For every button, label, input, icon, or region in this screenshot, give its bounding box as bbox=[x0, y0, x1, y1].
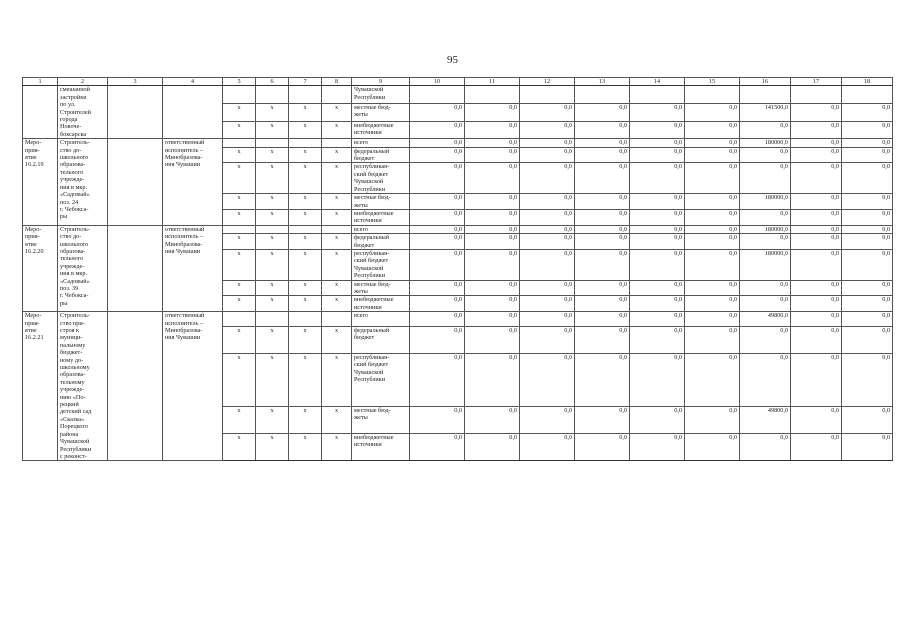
table-cell: 0,0 bbox=[685, 434, 740, 461]
table-cell: х bbox=[223, 280, 256, 296]
table-cell bbox=[256, 86, 289, 104]
table-cell: 0,0 bbox=[410, 225, 465, 233]
measure-title-cell: Строитель- ство до- школьного образова- тельного учрежде- ния в мкр. «Садовый» поз. 39 г. Чебокса- ры bbox=[58, 225, 108, 311]
table-cell: 0,0 bbox=[465, 139, 520, 147]
table-cell: 0,0 bbox=[520, 121, 575, 139]
table-cell: 0,0 bbox=[740, 280, 791, 296]
table-cell: х bbox=[256, 121, 289, 139]
table-cell: 0,0 bbox=[740, 234, 791, 250]
table-cell: 0,0 bbox=[630, 225, 685, 233]
table-cell: 0,0 bbox=[520, 353, 575, 406]
table-cell: 0,0 bbox=[520, 225, 575, 233]
table-cell: 0,0 bbox=[685, 280, 740, 296]
table-cell: 0,0 bbox=[520, 406, 575, 433]
table-cell: 0,0 bbox=[685, 104, 740, 122]
funding-source-cell: внебюджетные источники bbox=[352, 296, 410, 312]
table-cell bbox=[289, 225, 322, 233]
table-cell: х bbox=[322, 296, 352, 312]
table-cell: х bbox=[322, 121, 352, 139]
table-cell: х bbox=[256, 163, 289, 194]
table-cell: х bbox=[223, 209, 256, 225]
table-cell: 0,0 bbox=[465, 104, 520, 122]
table-cell: 0,0 bbox=[520, 147, 575, 163]
table-cell: 0,0 bbox=[842, 104, 893, 122]
table-cell: 0,0 bbox=[520, 312, 575, 326]
table-cell: 0,0 bbox=[520, 326, 575, 353]
table-cell: 0,0 bbox=[575, 163, 630, 194]
measure-id-cell: Меро- прия- ятие 16.2.20 bbox=[23, 225, 58, 311]
table-cell: 0,0 bbox=[791, 312, 842, 326]
column-header: 11 bbox=[465, 78, 520, 86]
table-cell: 0,0 bbox=[685, 249, 740, 280]
table-cell: х bbox=[289, 406, 322, 433]
table-cell: 0,0 bbox=[842, 434, 893, 461]
table-cell: 0,0 bbox=[465, 312, 520, 326]
table-cell: 180000,0 bbox=[740, 249, 791, 280]
table-cell: 0,0 bbox=[630, 163, 685, 194]
table-cell: 0,0 bbox=[685, 312, 740, 326]
table-cell: х bbox=[322, 104, 352, 122]
table-cell bbox=[322, 139, 352, 147]
table-row bbox=[23, 139, 893, 147]
table-cell: х bbox=[322, 353, 352, 406]
table-cell: 0,0 bbox=[685, 326, 740, 353]
table-cell: 0,0 bbox=[575, 209, 630, 225]
table-cell: 0,0 bbox=[685, 225, 740, 233]
table-cell bbox=[289, 86, 322, 104]
table-cell: 0,0 bbox=[842, 234, 893, 250]
table-cell: х bbox=[256, 296, 289, 312]
table-cell: х bbox=[289, 326, 322, 353]
table-cell: 0,0 bbox=[685, 209, 740, 225]
table-cell: х bbox=[289, 163, 322, 194]
measure-title-cell: Строитель- ство при- строя к муници- пальному бюджет- ному до- школьному образова- тельному учрежде- нию «По- рецкий детский сад «Сказка» Порецкого района Чувашской Республики с реконст- bbox=[58, 312, 108, 461]
table-cell: 0,0 bbox=[575, 249, 630, 280]
table-cell: х bbox=[289, 434, 322, 461]
table-cell: 0,0 bbox=[465, 194, 520, 210]
table-cell: х bbox=[322, 326, 352, 353]
table-cell: 0,0 bbox=[740, 209, 791, 225]
executor-cell: ответственный исполнитель – Минобразова- ния Чувашии bbox=[163, 139, 223, 225]
funding-source-cell: всего bbox=[352, 139, 410, 147]
table-cell: 0,0 bbox=[410, 209, 465, 225]
table-cell: 0,0 bbox=[410, 406, 465, 433]
table-cell: х bbox=[223, 296, 256, 312]
header-row bbox=[23, 78, 893, 86]
table-cell: х bbox=[322, 209, 352, 225]
table-cell: 0,0 bbox=[410, 326, 465, 353]
table-cell: 0,0 bbox=[630, 234, 685, 250]
table-cell: 0,0 bbox=[791, 353, 842, 406]
table-cell: 0,0 bbox=[465, 249, 520, 280]
table-cell: 0,0 bbox=[630, 147, 685, 163]
table-cell bbox=[685, 86, 740, 104]
table-cell bbox=[410, 86, 465, 104]
table-cell: 0,0 bbox=[842, 121, 893, 139]
column-header: 17 bbox=[791, 78, 842, 86]
table-cell: 0,0 bbox=[791, 104, 842, 122]
measure-title-cell: смешанной застройки по ул. Строителей города Новоче- боксарска bbox=[58, 86, 108, 139]
column-header: 6 bbox=[256, 78, 289, 86]
table-cell bbox=[256, 139, 289, 147]
funding-source-cell: всего bbox=[352, 225, 410, 233]
column-header: 7 bbox=[289, 78, 322, 86]
table-cell: х bbox=[256, 326, 289, 353]
table-cell: 0,0 bbox=[465, 225, 520, 233]
table-cell: 0,0 bbox=[791, 326, 842, 353]
table-cell: 49800,0 bbox=[740, 312, 791, 326]
table-cell: х bbox=[256, 234, 289, 250]
funding-source-cell: республикан- ский бюджет Чувашской Республики bbox=[352, 353, 410, 406]
table-cell: 0,0 bbox=[740, 353, 791, 406]
table-cell: х bbox=[322, 434, 352, 461]
measure-id-cell bbox=[23, 86, 58, 139]
table-cell: 0,0 bbox=[575, 296, 630, 312]
table-cell: 0,0 bbox=[575, 225, 630, 233]
table-cell bbox=[289, 139, 322, 147]
table-cell: х bbox=[256, 249, 289, 280]
table-cell: 0,0 bbox=[465, 280, 520, 296]
table-cell: 0,0 bbox=[791, 406, 842, 433]
funding-source-cell: Чувашской Республики bbox=[352, 86, 410, 104]
table-cell: х bbox=[256, 194, 289, 210]
table-cell: 0,0 bbox=[465, 121, 520, 139]
table-cell: х bbox=[322, 147, 352, 163]
table-cell: 0,0 bbox=[791, 147, 842, 163]
table-cell: 0,0 bbox=[685, 296, 740, 312]
table-cell: 180000,0 bbox=[740, 194, 791, 210]
table-cell: 0,0 bbox=[842, 163, 893, 194]
table-cell bbox=[256, 312, 289, 326]
table-cell: 0,0 bbox=[520, 194, 575, 210]
table-cell: х bbox=[256, 353, 289, 406]
executor-cell: ответственный исполнитель – Минобразова- ния Чувашии bbox=[163, 312, 223, 461]
table-cell: 0,0 bbox=[410, 434, 465, 461]
table-cell: х bbox=[223, 147, 256, 163]
table-cell: 0,0 bbox=[740, 296, 791, 312]
table-cell: 0,0 bbox=[520, 209, 575, 225]
funding-source-cell: республикан- ский бюджет Чувашской Республики bbox=[352, 249, 410, 280]
measure-title-cell: Строитель- ство до- школьного образова- тельного учрежде- ния в мкр. «Садовый» поз. 24 г. Чебокса- ры bbox=[58, 139, 108, 225]
table-cell: 0,0 bbox=[575, 194, 630, 210]
funding-source-cell: федеральный бюджет bbox=[352, 234, 410, 250]
table-cell: 0,0 bbox=[630, 312, 685, 326]
table-cell: 0,0 bbox=[575, 280, 630, 296]
table-cell: х bbox=[322, 163, 352, 194]
table-cell bbox=[108, 139, 163, 225]
funding-source-cell: местные бюд- жеты bbox=[352, 406, 410, 433]
table-cell bbox=[108, 225, 163, 311]
table-cell: 0,0 bbox=[740, 326, 791, 353]
table-cell: 0,0 bbox=[465, 163, 520, 194]
table-cell bbox=[575, 86, 630, 104]
executor-cell: ответственный исполнитель – Минобразова- ния Чувашии bbox=[163, 225, 223, 311]
funding-source-cell: федеральный бюджет bbox=[352, 147, 410, 163]
measure-id-cell: Меро- прия- ятие 16.2.21 bbox=[23, 312, 58, 461]
table-cell bbox=[740, 86, 791, 104]
column-header: 15 bbox=[685, 78, 740, 86]
table-cell: 0,0 bbox=[520, 104, 575, 122]
table-cell: 0,0 bbox=[685, 406, 740, 433]
table-cell: х bbox=[289, 296, 322, 312]
table-cell bbox=[322, 86, 352, 104]
funding-source-cell: внебюджетные источники bbox=[352, 209, 410, 225]
table-cell: х bbox=[289, 209, 322, 225]
table-cell: х bbox=[223, 104, 256, 122]
table-cell: 0,0 bbox=[740, 147, 791, 163]
table-cell: 0,0 bbox=[842, 296, 893, 312]
table-cell: х bbox=[289, 234, 322, 250]
table-cell: 0,0 bbox=[410, 280, 465, 296]
table-cell: 0,0 bbox=[791, 249, 842, 280]
table-row bbox=[23, 312, 893, 326]
table-cell: 0,0 bbox=[791, 296, 842, 312]
funding-source-cell: местные бюд- жеты bbox=[352, 104, 410, 122]
table-cell: 0,0 bbox=[791, 194, 842, 210]
table-cell: х bbox=[256, 280, 289, 296]
table-cell: х bbox=[223, 406, 256, 433]
table-cell: 0,0 bbox=[842, 209, 893, 225]
table-cell: 0,0 bbox=[740, 121, 791, 139]
table-cell: 0,0 bbox=[630, 296, 685, 312]
table-cell: 180000,0 bbox=[740, 225, 791, 233]
table-cell: 0,0 bbox=[685, 121, 740, 139]
table-cell bbox=[223, 225, 256, 233]
table-cell: 0,0 bbox=[630, 121, 685, 139]
table-cell: 0,0 bbox=[630, 209, 685, 225]
table-cell: 0,0 bbox=[685, 147, 740, 163]
column-header: 3 bbox=[108, 78, 163, 86]
table-cell: 0,0 bbox=[410, 163, 465, 194]
table-cell bbox=[842, 86, 893, 104]
table-cell bbox=[108, 312, 163, 461]
table-cell: х bbox=[256, 434, 289, 461]
table-cell: 0,0 bbox=[410, 147, 465, 163]
table-cell: 0,0 bbox=[465, 326, 520, 353]
table-cell: 0,0 bbox=[410, 139, 465, 147]
table-cell: 0,0 bbox=[685, 194, 740, 210]
table-cell: 0,0 bbox=[630, 249, 685, 280]
funding-source-cell: местные бюд- жеты bbox=[352, 194, 410, 210]
table-cell: 0,0 bbox=[791, 280, 842, 296]
table-cell: 0,0 bbox=[410, 249, 465, 280]
table-cell: 0,0 bbox=[575, 406, 630, 433]
table-cell: 0,0 bbox=[791, 121, 842, 139]
table-cell: х bbox=[223, 249, 256, 280]
column-header: 12 bbox=[520, 78, 575, 86]
column-header: 14 bbox=[630, 78, 685, 86]
table-cell: 0,0 bbox=[520, 234, 575, 250]
table-cell: 0,0 bbox=[410, 194, 465, 210]
table-cell: х bbox=[223, 434, 256, 461]
table-cell: х bbox=[322, 234, 352, 250]
table-cell bbox=[520, 86, 575, 104]
table-cell bbox=[289, 312, 322, 326]
column-header: 1 bbox=[23, 78, 58, 86]
table-cell: х bbox=[223, 163, 256, 194]
table-cell: 0,0 bbox=[630, 434, 685, 461]
table-cell bbox=[465, 86, 520, 104]
table-cell: 0,0 bbox=[842, 326, 893, 353]
table-cell: 0,0 bbox=[465, 353, 520, 406]
table-cell: 0,0 bbox=[520, 163, 575, 194]
table-cell: 0,0 bbox=[410, 234, 465, 250]
table-cell: 0,0 bbox=[630, 353, 685, 406]
table-cell: 0,0 bbox=[465, 434, 520, 461]
table-cell: 0,0 bbox=[575, 147, 630, 163]
table-cell bbox=[322, 312, 352, 326]
table-cell: х bbox=[289, 249, 322, 280]
table-cell: х bbox=[289, 194, 322, 210]
column-header: 5 bbox=[223, 78, 256, 86]
table-cell: х bbox=[223, 326, 256, 353]
funding-source-cell: внебюджетные источники bbox=[352, 434, 410, 461]
funding-source-cell: местные бюд- жеты bbox=[352, 280, 410, 296]
table-cell: 0,0 bbox=[791, 434, 842, 461]
table-cell: х bbox=[223, 121, 256, 139]
table-cell: 0,0 bbox=[410, 353, 465, 406]
table-cell: 0,0 bbox=[575, 434, 630, 461]
table-cell: 0,0 bbox=[685, 234, 740, 250]
table-cell: 0,0 bbox=[410, 296, 465, 312]
column-header: 2 bbox=[58, 78, 108, 86]
table-cell: 0,0 bbox=[685, 353, 740, 406]
table-cell: 0,0 bbox=[575, 121, 630, 139]
table-cell: х bbox=[223, 234, 256, 250]
table-cell: 0,0 bbox=[630, 280, 685, 296]
table-cell: 0,0 bbox=[630, 406, 685, 433]
table-cell bbox=[630, 86, 685, 104]
table-cell: х bbox=[322, 194, 352, 210]
table-cell: 0,0 bbox=[842, 194, 893, 210]
table-cell bbox=[223, 139, 256, 147]
table-cell: 0,0 bbox=[791, 139, 842, 147]
table-cell: 0,0 bbox=[465, 406, 520, 433]
table-cell: 0,0 bbox=[520, 296, 575, 312]
table-cell: х bbox=[289, 121, 322, 139]
table-cell: 0,0 bbox=[575, 326, 630, 353]
table-cell: 141500,0 bbox=[740, 104, 791, 122]
column-header: 4 bbox=[163, 78, 223, 86]
column-header: 16 bbox=[740, 78, 791, 86]
table-cell: 0,0 bbox=[842, 139, 893, 147]
table-cell: х bbox=[322, 280, 352, 296]
table-cell: 0,0 bbox=[520, 139, 575, 147]
table-cell: х bbox=[289, 353, 322, 406]
executor-cell bbox=[163, 86, 223, 139]
table-cell: х bbox=[223, 194, 256, 210]
table-cell: х bbox=[256, 209, 289, 225]
table-cell: 0,0 bbox=[630, 326, 685, 353]
column-header: 13 bbox=[575, 78, 630, 86]
table-row bbox=[23, 86, 893, 104]
table-cell: 0,0 bbox=[685, 163, 740, 194]
page-number: 95 bbox=[447, 54, 458, 66]
table-cell: 0,0 bbox=[410, 312, 465, 326]
table-cell bbox=[223, 86, 256, 104]
table-cell: 0,0 bbox=[465, 234, 520, 250]
table-cell: 0,0 bbox=[842, 406, 893, 433]
table-cell: 0,0 bbox=[842, 312, 893, 326]
table-cell: 0,0 bbox=[575, 104, 630, 122]
table-cell bbox=[223, 312, 256, 326]
table-cell: 0,0 bbox=[630, 104, 685, 122]
table-cell: 0,0 bbox=[575, 234, 630, 250]
column-header: 9 bbox=[352, 78, 410, 86]
budget-table bbox=[22, 77, 893, 461]
table-cell: 0,0 bbox=[791, 209, 842, 225]
table-cell: 0,0 bbox=[465, 209, 520, 225]
table-cell: х bbox=[256, 406, 289, 433]
table-cell: 0,0 bbox=[410, 121, 465, 139]
table-row bbox=[23, 225, 893, 233]
table-cell: х bbox=[256, 104, 289, 122]
table-cell bbox=[322, 225, 352, 233]
table-cell: 0,0 bbox=[685, 139, 740, 147]
column-header: 18 bbox=[842, 78, 893, 86]
table-cell: 0,0 bbox=[630, 139, 685, 147]
table-cell: 0,0 bbox=[630, 194, 685, 210]
table-cell: х bbox=[256, 147, 289, 163]
table-cell: 0,0 bbox=[575, 312, 630, 326]
funding-source-cell: республикан- ский бюджет Чувашской Республики bbox=[352, 163, 410, 194]
table-cell: 0,0 bbox=[842, 280, 893, 296]
table-cell: 180000,0 bbox=[740, 139, 791, 147]
table-cell: х bbox=[289, 147, 322, 163]
table-cell: 0,0 bbox=[465, 296, 520, 312]
table-cell: 0,0 bbox=[520, 280, 575, 296]
table-cell: 49800,0 bbox=[740, 406, 791, 433]
table-cell bbox=[256, 225, 289, 233]
table-cell: 0,0 bbox=[740, 163, 791, 194]
table-cell: 0,0 bbox=[575, 353, 630, 406]
table-cell: 0,0 bbox=[520, 249, 575, 280]
table-cell: 0,0 bbox=[465, 147, 520, 163]
table-cell: х bbox=[223, 353, 256, 406]
table-cell: 0,0 bbox=[740, 434, 791, 461]
table-cell: 0,0 bbox=[791, 234, 842, 250]
table-cell bbox=[108, 86, 163, 139]
table-cell: х bbox=[322, 406, 352, 433]
table-cell: 0,0 bbox=[791, 225, 842, 233]
table-cell: 0,0 bbox=[842, 353, 893, 406]
column-header: 10 bbox=[410, 78, 465, 86]
funding-source-cell: внебюджетные источники bbox=[352, 121, 410, 139]
table-cell: х bbox=[289, 104, 322, 122]
table-cell: 0,0 bbox=[842, 147, 893, 163]
table-cell: 0,0 bbox=[520, 434, 575, 461]
table-cell: х bbox=[322, 249, 352, 280]
table-cell: 0,0 bbox=[791, 163, 842, 194]
table-cell bbox=[791, 86, 842, 104]
table-cell: 0,0 bbox=[410, 104, 465, 122]
table-cell: 0,0 bbox=[842, 225, 893, 233]
measure-id-cell: Меро- прия- ятие 16.2.19 bbox=[23, 139, 58, 225]
table-cell: 0,0 bbox=[842, 249, 893, 280]
table-cell: 0,0 bbox=[575, 139, 630, 147]
funding-source-cell: всего bbox=[352, 312, 410, 326]
funding-source-cell: федеральный бюджет bbox=[352, 326, 410, 353]
table-cell: х bbox=[289, 280, 322, 296]
column-header: 8 bbox=[322, 78, 352, 86]
